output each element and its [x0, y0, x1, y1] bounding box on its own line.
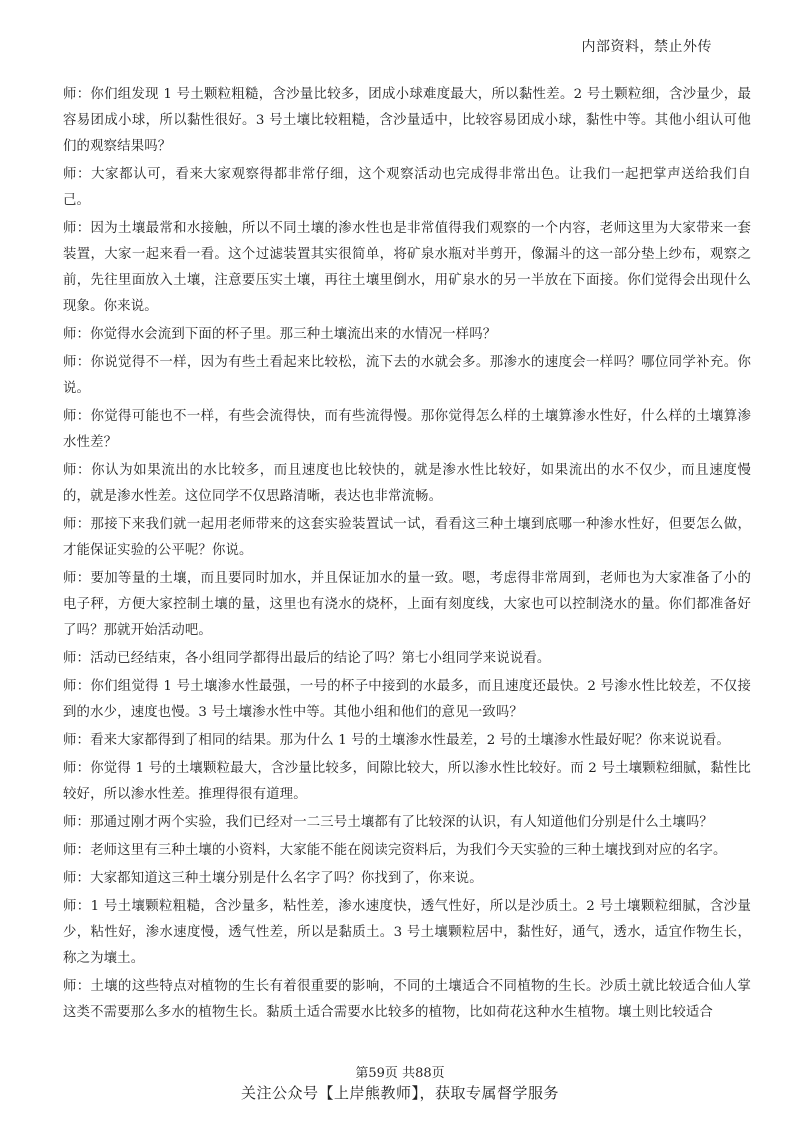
paragraph: 师：土壤的这些特点对植物的生长有着很重要的影响，不同的土壤适合不同植物的生长。沙质土就比较适合仙人掌这类不需要那么多水的植物生长。黏质土适合需要水比较多的植物，比如荷花这种水生植物。壤土则比较适合 — [63, 979, 751, 1020]
paragraph: 师：大家都认可，看来大家观察得都非常仔细，这个观察活动也完成得非常出色。让我们一起把掌声送给我们自己。 — [63, 167, 751, 208]
paragraph: 师：你说觉得不一样，因为有些土看起来比较松，流下去的水就会多。那渗水的速度会一样吗？哪位同学补充。你说。 — [63, 355, 751, 396]
paragraph: 师：你觉得 1 号的土壤颗粒最大，含沙量比较多，间隙比较大，所以渗水性比较好。而 2 号土壤颗粒细腻，黏性比较好，所以渗水性差。推理得很有道理。 — [63, 761, 751, 802]
paragraph: 师：那接下来我们就一起用老师带来的这套实验装置试一试，看看这三种土壤到底哪一种渗水性好，但要怎么做，才能保证实验的公平呢？你说。 — [63, 517, 751, 558]
paragraph: 师：你觉得可能也不一样，有些会流得快，而有些流得慢。那你觉得怎么样的土壤算渗水性好，什么样的土壤算渗水性差？ — [63, 409, 751, 450]
page-number: 第59页 共88页 — [355, 1066, 445, 1081]
paragraph: 师：你觉得水会流到下面的杯子里。那三种土壤流出来的水情况一样吗？ — [63, 327, 497, 342]
paragraph: 师：1 号土壤颗粒粗糙，含沙量多，粘性差，渗水速度快，透气性好，所以是沙质土。2 号土壤颗粒细腻，含沙量少，粘性好，渗水速度慢，透气性差，所以是黏质土。3 号土壤颗粒居中，黏性好，通气，透水，适宜作物生长，称之为壤土。 — [63, 899, 751, 966]
paragraph: 师：你们组觉得 1 号土壤渗水性最强，一号的杯子中接到的水最多，而且速度还最快。2 号渗水性比较差，不仅接到的水少，速度也慢。3 号土壤渗水性中等。其他小组和他们的意见一致吗？ — [63, 679, 751, 720]
paragraph: 师：看来大家都得到了相同的结果。那为什么 1 号的土壤渗水性最差，2 号的土壤渗水性最好呢？你来说说看。 — [63, 733, 730, 748]
paragraph: 师：大家都知道这三种土壤分别是什么名字了吗？你找到了，你来说。 — [63, 871, 483, 886]
paragraph: 师：活动已经结束，各小组同学都得出最后的结论了吗？第七小组同学来说说看。 — [63, 651, 551, 666]
paragraph: 师：老师这里有三种土壤的小资料，大家能不能在阅读完资料后，为我们今天实验的三种土壤找到对应的名字。 — [63, 843, 727, 858]
paragraph: 师：那通过刚才两个实验，我们已经对一二三号土壤都有了比较深的认识，有人知道他们分别是什么土壤吗？ — [63, 815, 713, 830]
document-body — [63, 82, 751, 1028]
paragraph: 师：你们组发现 1 号土颗粒粗糙，含沙量比较多，团成小球难度最大，所以黏性差。2 号土颗粒细，含沙量少，最容易团成小球，所以黏性很好。3 号土壤比较粗糙，含沙量适中，比较容易团成小球，黏性中等。其他小组认可他们的观察结果吗？ — [63, 87, 751, 154]
confidential-notice: 内部资料，禁止外传 — [581, 39, 712, 55]
paragraph: 师：你认为如果流出的水比较多，而且速度也比较快的，就是渗水性比较好，如果流出的水不仅少，而且速度慢的，就是渗水性差。这位同学不仅思路清晰，表达也非常流畅。 — [63, 463, 751, 504]
promo-text: 关注公众号【上岸熊教师】，获取专属督学服务 — [240, 1084, 559, 1102]
paragraph: 师：要加等量的土壤，而且要同时加水，并且保证加水的量一致。嗯，考虑得非常周到，老师也为大家准备了小的电子秤，方便大家控制土壤的量，这里也有浇水的烧杯，上面有刻度线，大家也可以控制浇水的量。你们都准备好了吗？那就开始活动吧。 — [63, 571, 751, 638]
paragraph: 师：因为土壤最常和水接触，所以不同土壤的渗水性也是非常值得我们观察的一个内容，老师这里为大家带来一套装置，大家一起来看一看。这个过滤装置其实很简单，将矿泉水瓶对半剪开，像漏斗的这一部分垫上纱布，观察之前，先往里面放入土壤，注意要压实土壤，再往土壤里倒水，用矿泉水的另一半放在下面接。你们觉得会出现什么现象。你来说。 — [63, 221, 751, 314]
